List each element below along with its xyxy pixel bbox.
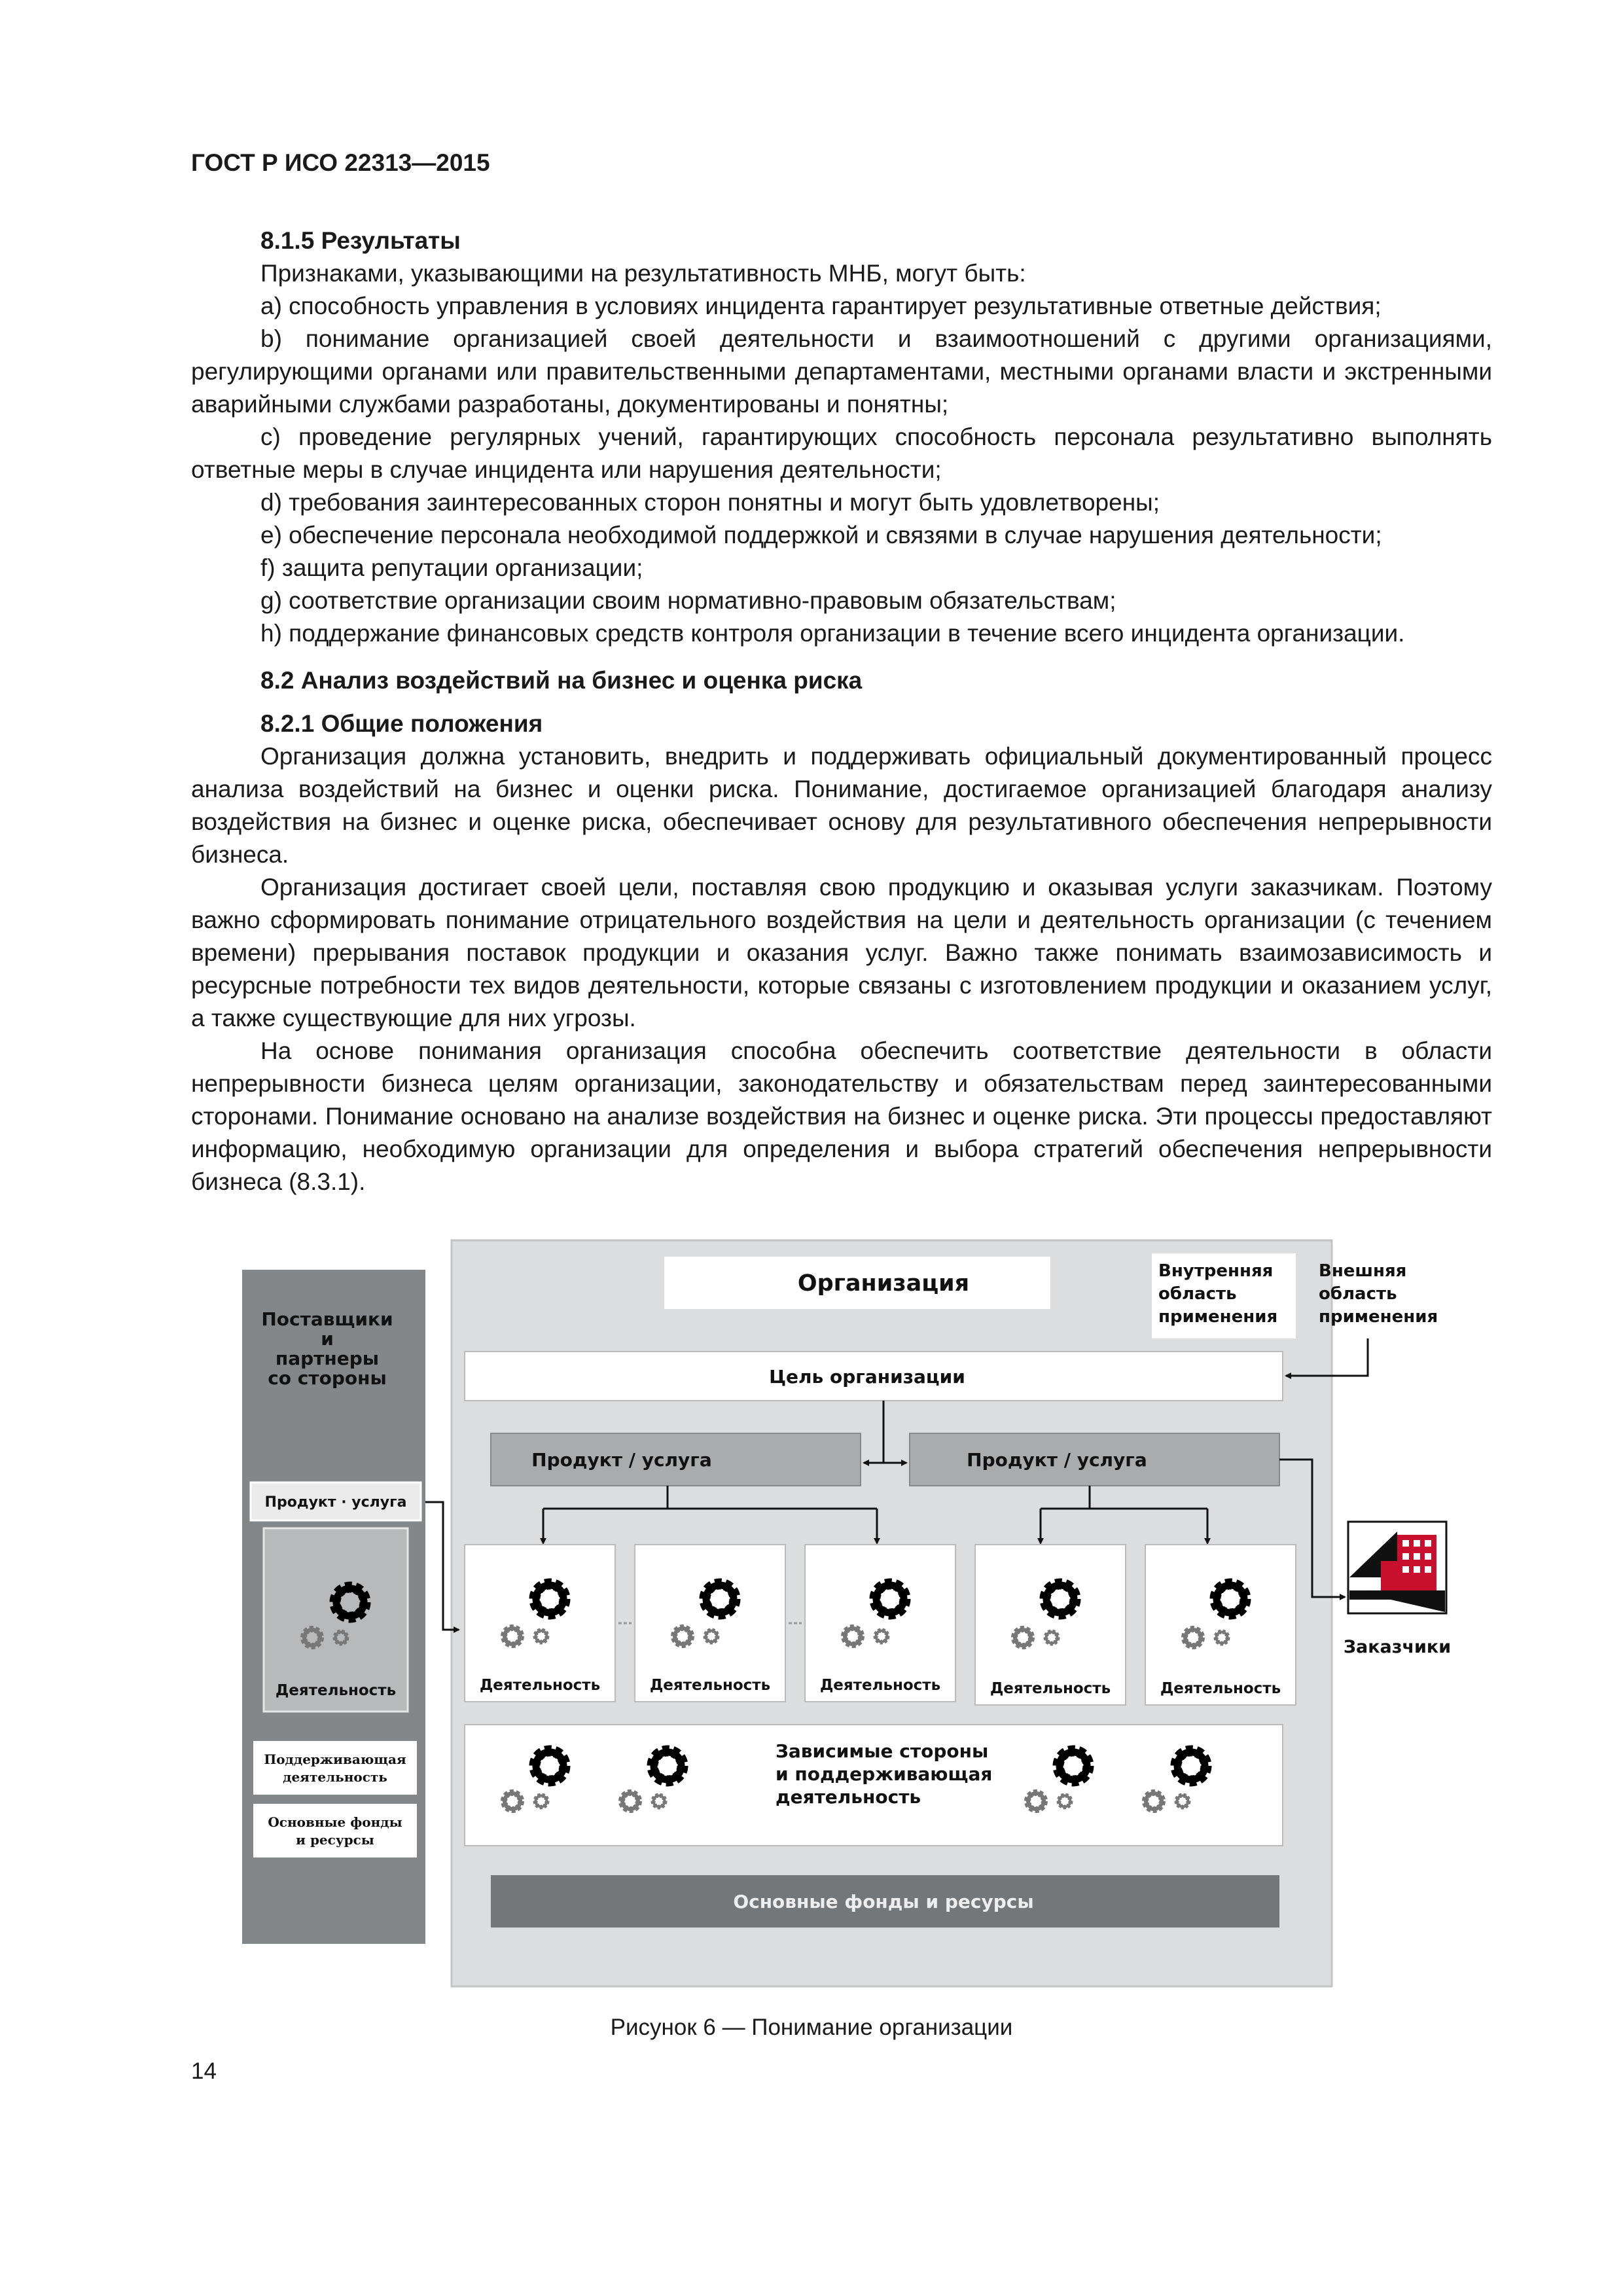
heading-8-2: 8.2 Анализ воздействий на бизнес и оценка риска [260, 667, 863, 694]
funds-bar-label: Основные фонды и ресурсы [733, 1891, 1034, 1912]
suppliers-label-4: со стороны [268, 1367, 387, 1389]
dependents-label-3: деятельность [776, 1786, 921, 1808]
list-item-e: e) обеспечение персонала необходимой поддержкой и связями в случае нарушения деятельности; [260, 522, 1382, 548]
activity-label: Деятельность [819, 1677, 941, 1694]
list-item-c: c) проведение регулярных учений, гарантирующих способность персонала результативно выполнять ответные меры в случае инцидента или нарушения деятельности; [191, 423, 1492, 483]
activity-box-1 [465, 1545, 615, 1702]
organization-title: Организация [797, 1270, 970, 1297]
customers-label: Заказчики [1343, 1637, 1452, 1657]
activity-label: Деятельность [1160, 1680, 1281, 1697]
paragraph: На основе понимания организация способна обеспечить соответствие деятельности в области непрерывности бизнеса целям организации, законодательству и обязательствам перед заинтересованными сторонами. Понимание основано на анализе воздействия на бизнес и оценке риска. Эти процессы предоставляют информацию, необходимую организации для определения и выбора стратегий обеспечения непрерывности бизнеса (8.3.1). [191, 1037, 1492, 1195]
supporting-label-1: Поддерживающая [264, 1751, 406, 1767]
document-header: ГОСТ Р ИСО 22313—2015 [191, 149, 490, 176]
activity-box-2 [635, 1545, 785, 1702]
internal-scope-2: область [1158, 1284, 1237, 1304]
dependents-label-2: и поддерживающая [776, 1763, 993, 1785]
diagram-svg [239, 1237, 1456, 1990]
dependents-label-1: Зависимые стороны [776, 1740, 989, 1762]
funds-small-label-2: и ресурсы [296, 1832, 374, 1848]
figure-caption: Рисунок 6 — Понимание организации [610, 2015, 1013, 2040]
list-item-g: g) соответствие организации своим нормативно-правовым обязательствам; [260, 587, 1116, 614]
external-scope-3: применения [1319, 1307, 1438, 1327]
supplier-product-label: Продукт · услуга [264, 1494, 407, 1511]
activity-box-4 [975, 1545, 1126, 1705]
supporting-activity-box [253, 1741, 417, 1795]
external-scope-2: область [1319, 1284, 1397, 1304]
product-label-right: Продукт / услуга [967, 1449, 1147, 1471]
list-item-f: f) защита репутации организации; [260, 554, 643, 581]
figure-organization-diagram [239, 1237, 1456, 1990]
external-scope-1: Внешняя [1319, 1261, 1407, 1281]
internal-scope-1: Внутренняя [1158, 1261, 1274, 1281]
goal-label: Цель организации [769, 1366, 965, 1388]
list-item-d: d) требования заинтересованных сторон понятны и могут быть удовлетворены; [260, 489, 1160, 516]
paragraph: Организация должна установить, внедрить и поддерживать официальный документированный процесс анализа воздействий на бизнес и оценки риска. Понимание, достигаемое организацией благодаря анализу воздействия на бизнес и оценке риска, обеспечивает основу для результативного обеспечения непрерывности бизнеса. [191, 743, 1492, 868]
customer-building-icon [1348, 1522, 1446, 1613]
page-number: 14 [191, 2058, 217, 2084]
activity-box-5 [1145, 1545, 1296, 1705]
list-item-b: b) понимание организацией своей деятельности и взаимоотношений с другими организациями, регулирующими органами или правительственными департаментами, местными органами власти и экстренными аварийными службами разработаны, документированы и понятны; [191, 325, 1492, 418]
heading-8-2-1: 8.2.1 Общие положения [260, 710, 543, 737]
list-item-h: h) поддержание финансовых средств контроля организации в течение всего инцидента организации. [260, 620, 1405, 647]
activity-label: Деятельность [990, 1680, 1111, 1697]
funds-small-label-1: Основные фонды [268, 1814, 402, 1830]
suppliers-label-2: и [321, 1328, 334, 1350]
activity-label: Деятельность [479, 1677, 601, 1694]
heading-8-1-5: 8.1.5 Результаты [260, 227, 461, 254]
paragraph: Организация достигает своей цели, поставляя свою продукцию и оказывая услуги заказчикам. Поэтому важно сформировать понимание отрицательного воздействия на цели и деятельность организации (с течением времени) прерывания поставок продукции и оказания услуг. Важно также понимать взаимозависимость и ресурсные потребности тех видов деятельности, которые связаны с изготовлением продукции и оказанием услуг, а также существующие для них угрозы. [191, 874, 1492, 1031]
internal-scope-3: применения [1158, 1307, 1278, 1327]
paragraph: Признаками, указывающими на результативность МНБ, могут быть: [260, 260, 1026, 287]
suppliers-label-3: партнеры [275, 1348, 380, 1369]
supplier-activity-label: Деятельность [275, 1682, 397, 1699]
funds-small-box [253, 1804, 417, 1857]
activity-box-3 [805, 1545, 955, 1702]
list-item-a: a) способность управления в условиях инцидента гарантирует результативные ответные действия; [260, 293, 1382, 319]
supporting-label-2: деятельность [283, 1769, 387, 1785]
product-label-left: Продукт / услуга [531, 1449, 712, 1471]
suppliers-label-1: Поставщики [261, 1308, 393, 1330]
section-8-1-5 [191, 224, 1492, 1198]
activity-label: Деятельность [649, 1677, 771, 1694]
